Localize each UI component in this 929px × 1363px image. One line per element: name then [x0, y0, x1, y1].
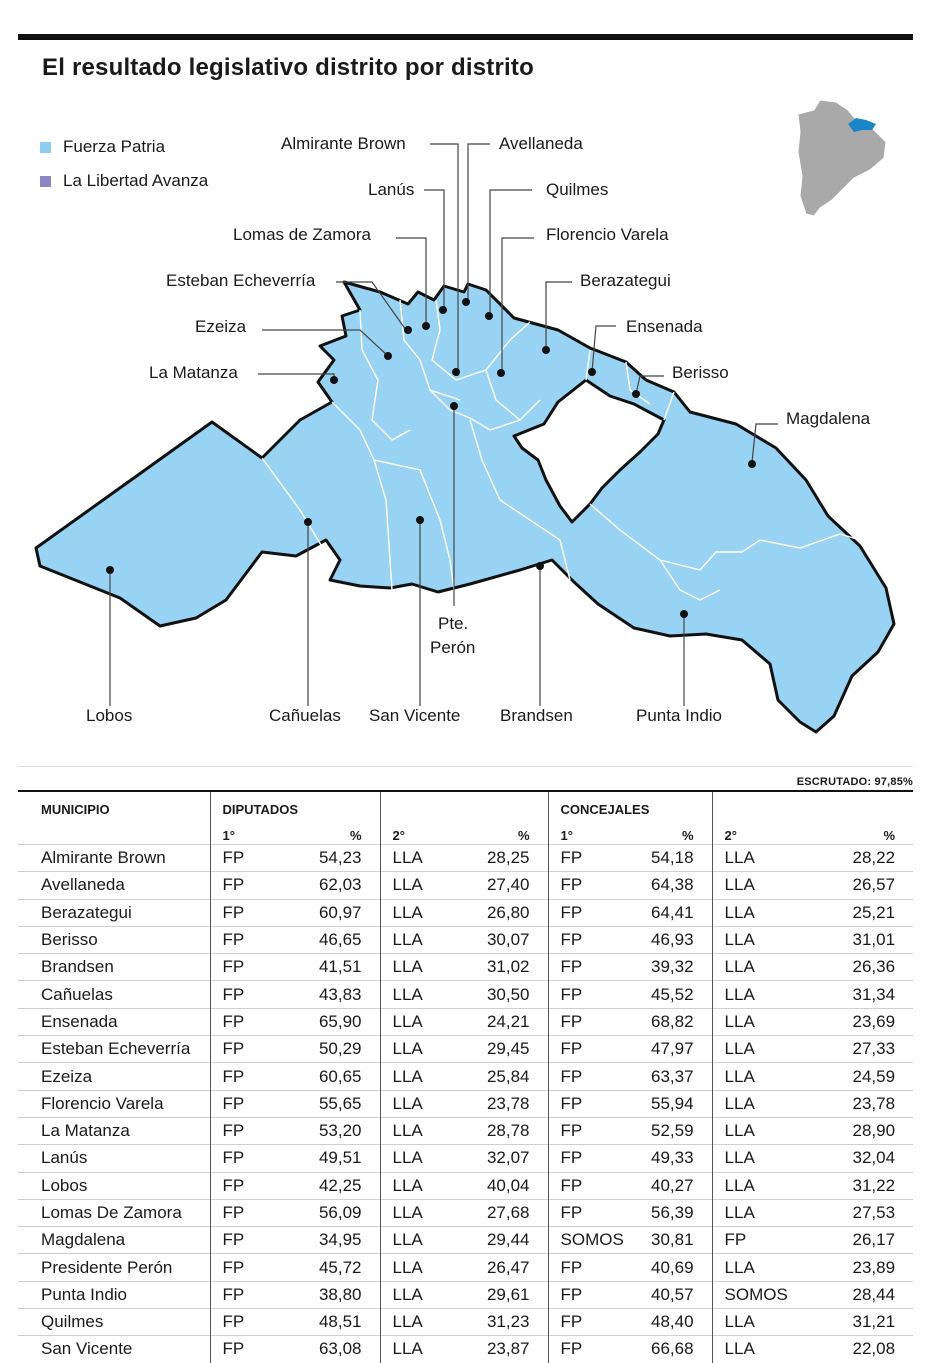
label-florencio-varela: Florencio Varela	[546, 225, 669, 244]
cell-dip-first-pct: 60,65	[280, 1063, 380, 1090]
cell-con-first: FP	[548, 1008, 618, 1035]
cell-con-second: LLA	[712, 1117, 792, 1144]
cell-dip-first-pct: 43,83	[280, 981, 380, 1008]
table-row	[18, 1036, 913, 1063]
cell-dip-first: FP	[210, 845, 280, 872]
cell-con-first: SOMOS	[548, 1227, 618, 1254]
col-header-diputados: DIPUTADOS	[210, 791, 380, 826]
label-pte-peron-1: Pte.	[438, 614, 469, 633]
col-header-empty	[18, 826, 210, 845]
table-row	[18, 981, 913, 1008]
cell-dip-first-pct: 55,65	[280, 1090, 380, 1117]
cell-dip-first-pct: 56,09	[280, 1199, 380, 1226]
cell-dip-first: FP	[210, 1199, 280, 1226]
cell-con-first: FP	[548, 1281, 618, 1308]
cell-con-first: FP	[548, 926, 618, 953]
cell-dip-first: FP	[210, 1036, 280, 1063]
cell-municipio: Florencio Varela	[18, 1090, 210, 1117]
cell-dip-first-pct: 38,80	[280, 1281, 380, 1308]
cell-con-second: LLA	[712, 1090, 792, 1117]
cell-con-second-pct: 25,21	[792, 899, 913, 926]
legend-label: Fuerza Patria	[63, 137, 166, 156]
region-outline	[36, 282, 894, 732]
cell-dip-second-pct: 26,47	[450, 1254, 548, 1281]
dot-berisso	[632, 390, 640, 398]
cell-dip-second: LLA	[380, 1008, 450, 1035]
cell-dip-first-pct: 62,03	[280, 872, 380, 899]
dot-lobos	[106, 566, 114, 574]
cell-dip-first-pct: 41,51	[280, 954, 380, 981]
cell-dip-second-pct: 25,84	[450, 1063, 548, 1090]
cell-municipio: Berisso	[18, 926, 210, 953]
cell-dip-first-pct: 63,08	[280, 1336, 380, 1363]
dot-brandsen	[536, 562, 544, 570]
cell-con-second: LLA	[712, 1336, 792, 1363]
col-header-con-first-pct: %	[681, 827, 694, 843]
label-la-matanza: La Matanza	[149, 363, 238, 382]
cell-dip-second: LLA	[380, 981, 450, 1008]
cell-con-second-pct: 32,04	[792, 1145, 913, 1172]
cell-dip-second-pct: 24,21	[450, 1008, 548, 1035]
cell-dip-second-pct: 30,07	[450, 926, 548, 953]
cell-con-second-pct: 26,57	[792, 872, 913, 899]
label-avellaneda: Avellaneda	[499, 134, 583, 153]
cell-dip-first: FP	[210, 954, 280, 981]
cell-dip-first: FP	[210, 1172, 280, 1199]
dot-almirante-brown	[452, 368, 460, 376]
region-shape	[36, 282, 894, 732]
cell-municipio: Lanús	[18, 1145, 210, 1172]
cell-con-second-pct: 31,21	[792, 1309, 913, 1336]
table-row	[18, 899, 913, 926]
cell-con-first-pct: 39,32	[618, 954, 712, 981]
province-shape	[798, 100, 886, 216]
cell-con-second: LLA	[712, 1036, 792, 1063]
dot-ensenada	[588, 368, 596, 376]
escrutado-note: ESCRUTADO: 97,85%	[796, 776, 913, 788]
cell-dip-second: LLA	[380, 1172, 450, 1199]
table-row	[18, 1254, 913, 1281]
cell-dip-second-pct: 27,40	[450, 872, 548, 899]
cell-dip-second-pct: 27,68	[450, 1199, 548, 1226]
cell-con-first-pct: 40,27	[618, 1172, 712, 1199]
cell-con-second-pct: 23,78	[792, 1090, 913, 1117]
cell-dip-second-pct: 32,07	[450, 1145, 548, 1172]
col-header-dip-first: 1°	[210, 826, 280, 845]
label-san-vicente: San Vicente	[369, 706, 461, 725]
cell-dip-second: LLA	[380, 1145, 450, 1172]
dot-berazategui	[542, 346, 550, 354]
label-lobos: Lobos	[86, 706, 133, 725]
label-ezeiza: Ezeiza	[195, 317, 247, 336]
dot-quilmes	[485, 312, 493, 320]
col-header-dip-second: 2°	[380, 826, 450, 845]
cell-dip-first-pct: 45,72	[280, 1254, 380, 1281]
cell-con-second-pct: 31,34	[792, 981, 913, 1008]
label-almirante-brown: Almirante Brown	[281, 134, 406, 153]
cell-con-first-pct: 54,18	[618, 845, 712, 872]
cell-dip-first-pct: 48,51	[280, 1309, 380, 1336]
col-header-diputados-2	[380, 791, 548, 826]
cell-con-first-pct: 45,52	[618, 981, 712, 1008]
label-quilmes: Quilmes	[546, 180, 609, 199]
dot-lanus	[439, 306, 447, 314]
cell-con-second: LLA	[712, 1008, 792, 1035]
cell-con-first: FP	[548, 1254, 618, 1281]
cell-dip-second-pct: 28,25	[450, 845, 548, 872]
table-row	[18, 1090, 913, 1117]
col-header-concejales: CONCEJALES	[548, 791, 712, 826]
inset-svg	[792, 96, 892, 220]
dot-esteban-echeverria	[404, 326, 412, 334]
cell-dip-first-pct: 50,29	[280, 1036, 380, 1063]
cell-dip-second-pct: 31,23	[450, 1309, 548, 1336]
cell-dip-second-pct: 29,44	[450, 1227, 548, 1254]
cell-municipio: Presidente Perón	[18, 1254, 210, 1281]
cell-dip-second: LLA	[380, 1090, 450, 1117]
cell-con-second-pct: 31,01	[792, 926, 913, 953]
cell-municipio: Quilmes	[18, 1309, 210, 1336]
cell-dip-first: FP	[210, 1063, 280, 1090]
cell-con-first-pct: 48,40	[618, 1309, 712, 1336]
dot-san-vicente	[416, 516, 424, 524]
col-header-municipio: MUNICIPIO	[18, 791, 210, 826]
cell-con-first: FP	[548, 1172, 618, 1199]
cell-con-second-pct: 23,89	[792, 1254, 913, 1281]
cell-municipio: Ezeiza	[18, 1063, 210, 1090]
cell-municipio: Cañuelas	[18, 981, 210, 1008]
cell-dip-first: FP	[210, 1145, 280, 1172]
cell-con-second-pct: 22,08	[792, 1336, 913, 1363]
cell-con-first: FP	[548, 1063, 618, 1090]
table-row	[18, 1117, 913, 1144]
cell-dip-first: FP	[210, 872, 280, 899]
header-row-positions	[18, 826, 913, 845]
cell-dip-first: FP	[210, 1117, 280, 1144]
label-lomas-de-zamora: Lomas de Zamora	[233, 225, 371, 244]
cell-con-second: LLA	[712, 1309, 792, 1336]
cell-con-second-pct: 27,33	[792, 1036, 913, 1063]
cell-con-second: LLA	[712, 845, 792, 872]
cell-con-second: LLA	[712, 926, 792, 953]
cell-con-second: LLA	[712, 1063, 792, 1090]
cell-con-second-pct: 28,44	[792, 1281, 913, 1308]
dot-pte-peron	[450, 402, 458, 410]
cell-con-first: FP	[548, 1090, 618, 1117]
table-row	[18, 1063, 913, 1090]
cell-con-first: FP	[548, 1336, 618, 1363]
cell-con-first: FP	[548, 981, 618, 1008]
cell-con-second: LLA	[712, 1145, 792, 1172]
cell-dip-second: LLA	[380, 872, 450, 899]
col-header-dip-first-pct: %	[349, 827, 362, 843]
label-pte-peron-2: Perón	[430, 638, 476, 657]
cell-con-first-pct: 56,39	[618, 1199, 712, 1226]
header-row-groups	[18, 791, 913, 826]
district-map	[0, 90, 929, 750]
cell-con-first-pct: 40,69	[618, 1254, 712, 1281]
cell-dip-second-pct: 23,78	[450, 1090, 548, 1117]
cell-con-second-pct: 23,69	[792, 1008, 913, 1035]
cell-dip-second-pct: 30,50	[450, 981, 548, 1008]
table-row	[18, 1227, 913, 1254]
label-brandsen: Brandsen	[500, 706, 573, 725]
cell-municipio: Magdalena	[18, 1227, 210, 1254]
cell-con-first-pct: 55,94	[618, 1090, 712, 1117]
table-row	[18, 1281, 913, 1308]
cell-dip-second: LLA	[380, 954, 450, 981]
cell-dip-first-pct: 54,23	[280, 845, 380, 872]
inset-map	[792, 96, 892, 225]
cell-con-first: FP	[548, 1309, 618, 1336]
cell-con-first-pct: 52,59	[618, 1117, 712, 1144]
cell-con-second: LLA	[712, 1172, 792, 1199]
col-header-concejales-2	[712, 791, 913, 826]
cell-dip-first-pct: 49,51	[280, 1145, 380, 1172]
cell-con-second: LLA	[712, 872, 792, 899]
cell-municipio: Lobos	[18, 1172, 210, 1199]
cell-con-second: FP	[712, 1227, 792, 1254]
table-row	[18, 926, 913, 953]
label-magdalena: Magdalena	[786, 409, 871, 428]
cell-con-second-pct: 26,17	[792, 1227, 913, 1254]
cell-dip-first-pct: 53,20	[280, 1117, 380, 1144]
table-row	[18, 954, 913, 981]
cell-dip-second: LLA	[380, 1117, 450, 1144]
cell-dip-second-pct: 40,04	[450, 1172, 548, 1199]
cell-con-second: SOMOS	[712, 1281, 792, 1308]
cell-con-first-pct: 40,57	[618, 1281, 712, 1308]
cell-dip-second: LLA	[380, 1063, 450, 1090]
cell-dip-second: LLA	[380, 926, 450, 953]
cell-dip-first: FP	[210, 1090, 280, 1117]
cell-con-first-pct: 63,37	[618, 1063, 712, 1090]
cell-dip-first: FP	[210, 1008, 280, 1035]
table-row	[18, 1336, 913, 1363]
cell-con-second: LLA	[712, 1199, 792, 1226]
cell-con-first: FP	[548, 1117, 618, 1144]
cell-dip-second-pct: 29,45	[450, 1036, 548, 1063]
cell-municipio: La Matanza	[18, 1117, 210, 1144]
cell-con-second: LLA	[712, 899, 792, 926]
cell-dip-second: LLA	[380, 1309, 450, 1336]
cell-con-second: LLA	[712, 1254, 792, 1281]
cell-con-second-pct: 26,36	[792, 954, 913, 981]
results-table	[18, 790, 913, 1363]
cell-con-second-pct: 28,22	[792, 845, 913, 872]
top-rule	[18, 34, 913, 40]
cell-dip-second-pct: 28,78	[450, 1117, 548, 1144]
cell-con-second-pct: 28,90	[792, 1117, 913, 1144]
cell-dip-second: LLA	[380, 1254, 450, 1281]
cell-dip-second-pct: 26,80	[450, 899, 548, 926]
cell-dip-first-pct: 65,90	[280, 1008, 380, 1035]
dot-magdalena	[748, 460, 756, 468]
cell-dip-first: FP	[210, 1281, 280, 1308]
cell-con-first-pct: 30,81	[618, 1227, 712, 1254]
cell-municipio: Brandsen	[18, 954, 210, 981]
cell-con-first-pct: 68,82	[618, 1008, 712, 1035]
dot-la-matanza	[330, 376, 338, 384]
cell-dip-first: FP	[210, 926, 280, 953]
col-header-con-first: 1°	[548, 826, 618, 845]
legend-label: La Libertad Avanza	[63, 171, 209, 190]
label-canuelas: Cañuelas	[269, 706, 341, 725]
col-header-dip-second-pct: %	[517, 827, 530, 843]
cell-dip-first-pct: 42,25	[280, 1172, 380, 1199]
cell-con-first: FP	[548, 899, 618, 926]
cell-con-second-pct: 24,59	[792, 1063, 913, 1090]
cell-con-first-pct: 49,33	[618, 1145, 712, 1172]
results-body	[18, 845, 913, 1363]
table-row	[18, 1008, 913, 1035]
col-header-con-second-pct: %	[883, 827, 896, 843]
cell-con-first-pct: 46,93	[618, 926, 712, 953]
cell-con-first: FP	[548, 1199, 618, 1226]
label-berazategui: Berazategui	[580, 271, 671, 290]
cell-dip-first-pct: 60,97	[280, 899, 380, 926]
label-berisso: Berisso	[672, 363, 729, 382]
cell-con-first: FP	[548, 1145, 618, 1172]
col-header-con-second: 2°	[712, 826, 792, 845]
cell-dip-second: LLA	[380, 845, 450, 872]
cell-dip-first-pct: 46,65	[280, 926, 380, 953]
cell-dip-first: FP	[210, 1254, 280, 1281]
cell-con-first: FP	[548, 954, 618, 981]
separator	[18, 766, 913, 767]
table-row	[18, 1172, 913, 1199]
cell-dip-first: FP	[210, 899, 280, 926]
cell-dip-second-pct: 29,61	[450, 1281, 548, 1308]
cell-con-first-pct: 47,97	[618, 1036, 712, 1063]
label-ensenada: Ensenada	[626, 317, 703, 336]
dot-florencio-varela	[497, 369, 505, 377]
cell-dip-second: LLA	[380, 899, 450, 926]
cell-con-second-pct: 27,53	[792, 1199, 913, 1226]
table-row	[18, 1199, 913, 1226]
cell-con-second: LLA	[712, 981, 792, 1008]
cell-con-first-pct: 64,38	[618, 872, 712, 899]
cell-dip-second-pct: 31,02	[450, 954, 548, 981]
cell-con-first-pct: 66,68	[618, 1336, 712, 1363]
cell-municipio: Almirante Brown	[18, 845, 210, 872]
cell-dip-first-pct: 34,95	[280, 1227, 380, 1254]
dot-ezeiza	[384, 352, 392, 360]
cell-municipio: Berazategui	[18, 899, 210, 926]
cell-con-second: LLA	[712, 954, 792, 981]
cell-municipio: Punta Indio	[18, 1281, 210, 1308]
cell-dip-second: LLA	[380, 1281, 450, 1308]
cell-municipio: Esteban Echeverría	[18, 1036, 210, 1063]
cell-municipio: Lomas De Zamora	[18, 1199, 210, 1226]
cell-dip-first: FP	[210, 1227, 280, 1254]
cell-dip-first: FP	[210, 1336, 280, 1363]
cell-municipio: Avellaneda	[18, 872, 210, 899]
dot-canuelas	[304, 518, 312, 526]
cell-dip-first: FP	[210, 981, 280, 1008]
cell-con-first: FP	[548, 845, 618, 872]
cell-con-second-pct: 31,22	[792, 1172, 913, 1199]
cell-dip-second: LLA	[380, 1036, 450, 1063]
dot-lomas-de-zamora	[422, 322, 430, 330]
cell-municipio: San Vicente	[18, 1336, 210, 1363]
cell-dip-second: LLA	[380, 1336, 450, 1363]
label-punta-indio: Punta Indio	[636, 706, 723, 725]
table-row	[18, 845, 913, 872]
table-row	[18, 1309, 913, 1336]
cell-con-first-pct: 64,41	[618, 899, 712, 926]
dot-avellaneda	[462, 298, 470, 306]
cell-dip-second-pct: 23,87	[450, 1336, 548, 1363]
cell-municipio: Ensenada	[18, 1008, 210, 1035]
dot-punta-indio	[680, 610, 688, 618]
cell-con-first: FP	[548, 1036, 618, 1063]
table-row	[18, 1145, 913, 1172]
page-title: El resultado legislativo distrito por distrito	[42, 54, 534, 81]
cell-dip-second: LLA	[380, 1199, 450, 1226]
cell-con-first: FP	[548, 872, 618, 899]
cell-dip-first: FP	[210, 1309, 280, 1336]
cell-dip-second: LLA	[380, 1227, 450, 1254]
table-row	[18, 872, 913, 899]
label-lanus: Lanús	[368, 180, 415, 199]
label-esteban-echeverria: Esteban Echeverría	[166, 271, 316, 290]
